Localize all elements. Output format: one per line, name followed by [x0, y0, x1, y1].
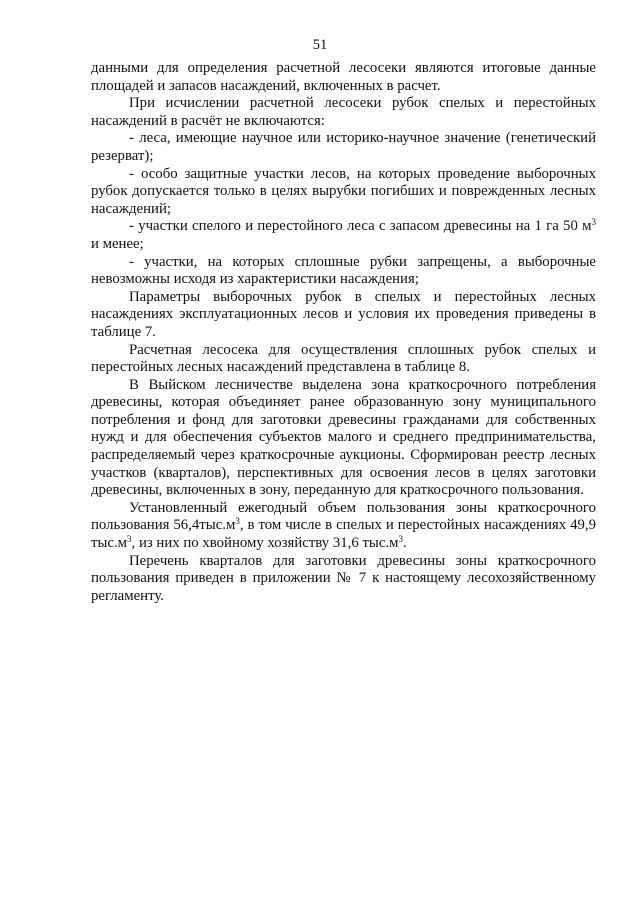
- list-item-low-stock-areas: [91, 218, 596, 253]
- paragraph-forest-data-intro: данными для определения расчетной лесосеки являются итоговые данные площадей и запасов насаждений, включенных в расчет.: [91, 60, 596, 94]
- superscript: 3: [591, 217, 596, 228]
- paragraph-annual-volume: [91, 500, 596, 553]
- paragraph-selective-felling-table7: Параметры выборочных рубок в спелых и перестойных лесных насаждениях эксплуатационных лесов и условия их проведения приведены в таблице 7.: [91, 288, 596, 340]
- paragraph-short-term-zone: В Выйском лесничестве выделена зона краткосрочного потребления древесины, которая объединяет ранее образованную зону муниципального потребления и фонд для заготовки древесины гражданами для собственных нужд и для обеспечения субъектов малого и среднего предпринимательства, распределяемый через краткосрочные аукционы. Сформирован реестр лесных участков (кварталов), перспективных для освоения лесов в целях заготовки древесины, включенных в зону, переданную для краткосрочного пользования.: [91, 376, 596, 499]
- list-item-scientific-forests: - леса, имеющие научное или историко-научное значение (генетический резерват);: [91, 130, 596, 164]
- superscript: 3: [398, 534, 404, 545]
- page-number: 51: [312, 37, 328, 53]
- text-run: .: [403, 535, 407, 552]
- text-run: - участки спелого и перестойного леса с запасом древесины на 1 га 50 м: [129, 218, 592, 235]
- superscript: 3: [127, 534, 132, 545]
- paragraph-appendix-reference: Перечень кварталов для заготовки древесины зоны краткосрочного пользования приведен в приложении № 7 к настоящему лесохозяйственному регламенту.: [91, 552, 596, 604]
- paragraph-exclusions-heading: При исчислении расчетной лесосеки рубок спелых и перестойных насаждений в расчёт не включаются:: [91, 95, 596, 129]
- paragraph-clearcut-table8: Расчетная лесосека для осуществления сплошных рубок спелых и перестойных лесных насаждений представлена в таблице 8.: [91, 341, 596, 376]
- text-run: , из них по хвойному хозяйству 31,6 тыс.м: [131, 535, 399, 552]
- text-run: Установленный ежегодный объем пользования зоны краткосрочного пользования 56,4тыс.м: [91, 499, 596, 534]
- list-item-prohibited-clearcut: - участки, на которых сплошные рубки запрещены, а выборочные невозможны исходя из характеристики насаждения;: [91, 253, 596, 288]
- list-item-protected-areas: - особо защитные участки лесов, на которых проведение выборочных рубок допускается только в целях вырубки погибших и поврежденных лесных насаждений;: [91, 165, 596, 217]
- document-body: [91, 60, 596, 605]
- superscript: 3: [235, 516, 240, 527]
- text-run: и менее;: [91, 235, 144, 252]
- text-run: , в том числе в спелых и перестойных насаждениях 49,9 тыс.м: [91, 517, 597, 552]
